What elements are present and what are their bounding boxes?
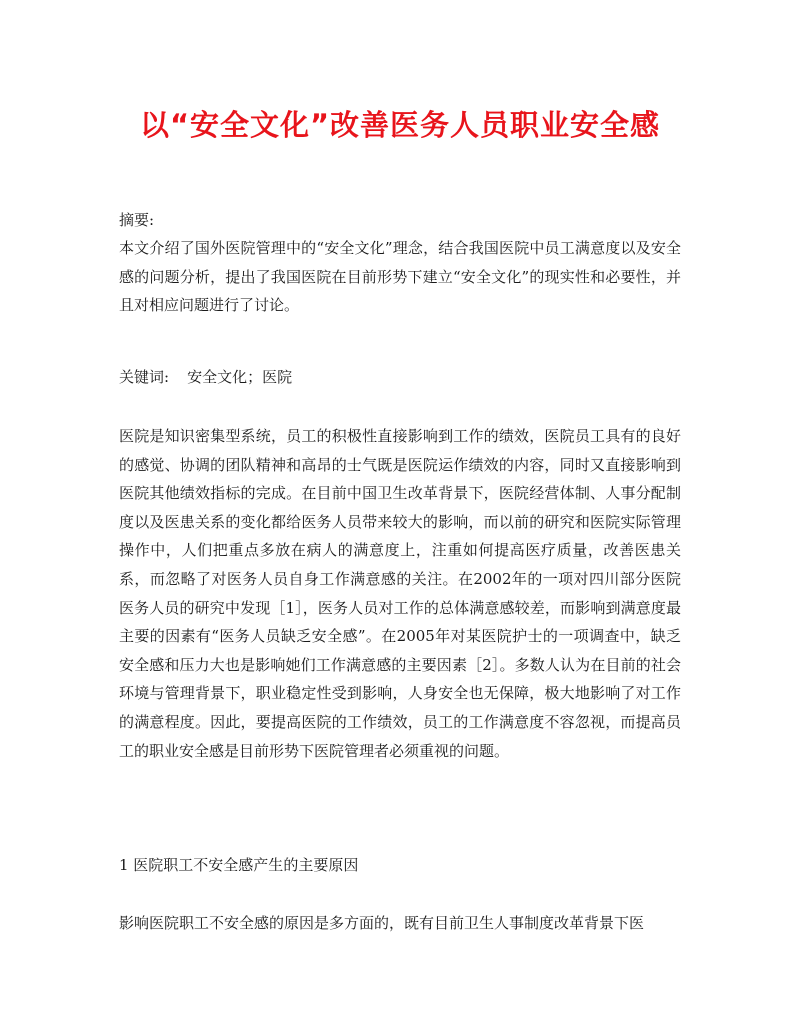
keywords-value: 安全文化；医院 — [187, 368, 293, 386]
abstract-label: 摘要: — [119, 211, 155, 229]
section-1-heading: 1 医院职工不安全感产生的主要原因 — [119, 856, 359, 874]
section-1-paragraph: 影响医院职工不安全感的原因是多方面的，既有目前卫生人事制度改革背景下医 — [119, 914, 645, 932]
body-paragraph: 医院是知识密集型系统，员工的积极性直接影响到工作的绩效，医院员工具有的良好的感觉、协调的团队精神和高昂的士气既是医院运作绩效的内容，同时又直接影响到医院其他绩效指标的完成。在目前中国卫生改革背景下，医院经营体制、人事分配制度以及医患关系的变化都给医务人员带来较大的影响，而以前的研究和医院实际管理操作中，人们把重点多放在病人的满意度上，注重如何提高医疗质量，改善医患关系，而忽略了对医务人员自身工作满意感的关注。在2002年的一项对四川部分医院医务人员的研究中发现［1］，医务人员对工作的总体满意感较差，而影响到满意度最主要的因素有“医务人员缺乏安全感”。在2005年对某医院护士的一项调查中，缺乏安全感和压力大也是影响她们工作满意感的主要因素［2］。多数人认为在目前的社会环境与管理背景下，职业稳定性受到影响，人身安全也无保障，极大地影响了对工作的满意程度。因此，要提高医院的工作绩效，员工的工作满意度不容忽视，而提高员工的职业安全感是目前形势下医院管理者必须重视的问题。 — [119, 427, 681, 760]
keywords-label: 关键词: — [119, 368, 170, 386]
document-title: 以“安全文化”改善医务人员职业安全感 — [139, 108, 661, 142]
keywords-line — [119, 363, 681, 392]
abstract-text: 本文介绍了国外医院管理中的“安全文化”理念，结合我国医院中员工满意度以及安全感的问题分析，提出了我国医院在目前形势下建立“安全文化”的现实性和必要性，并且对相应问题进行了讨论。 — [119, 239, 681, 315]
